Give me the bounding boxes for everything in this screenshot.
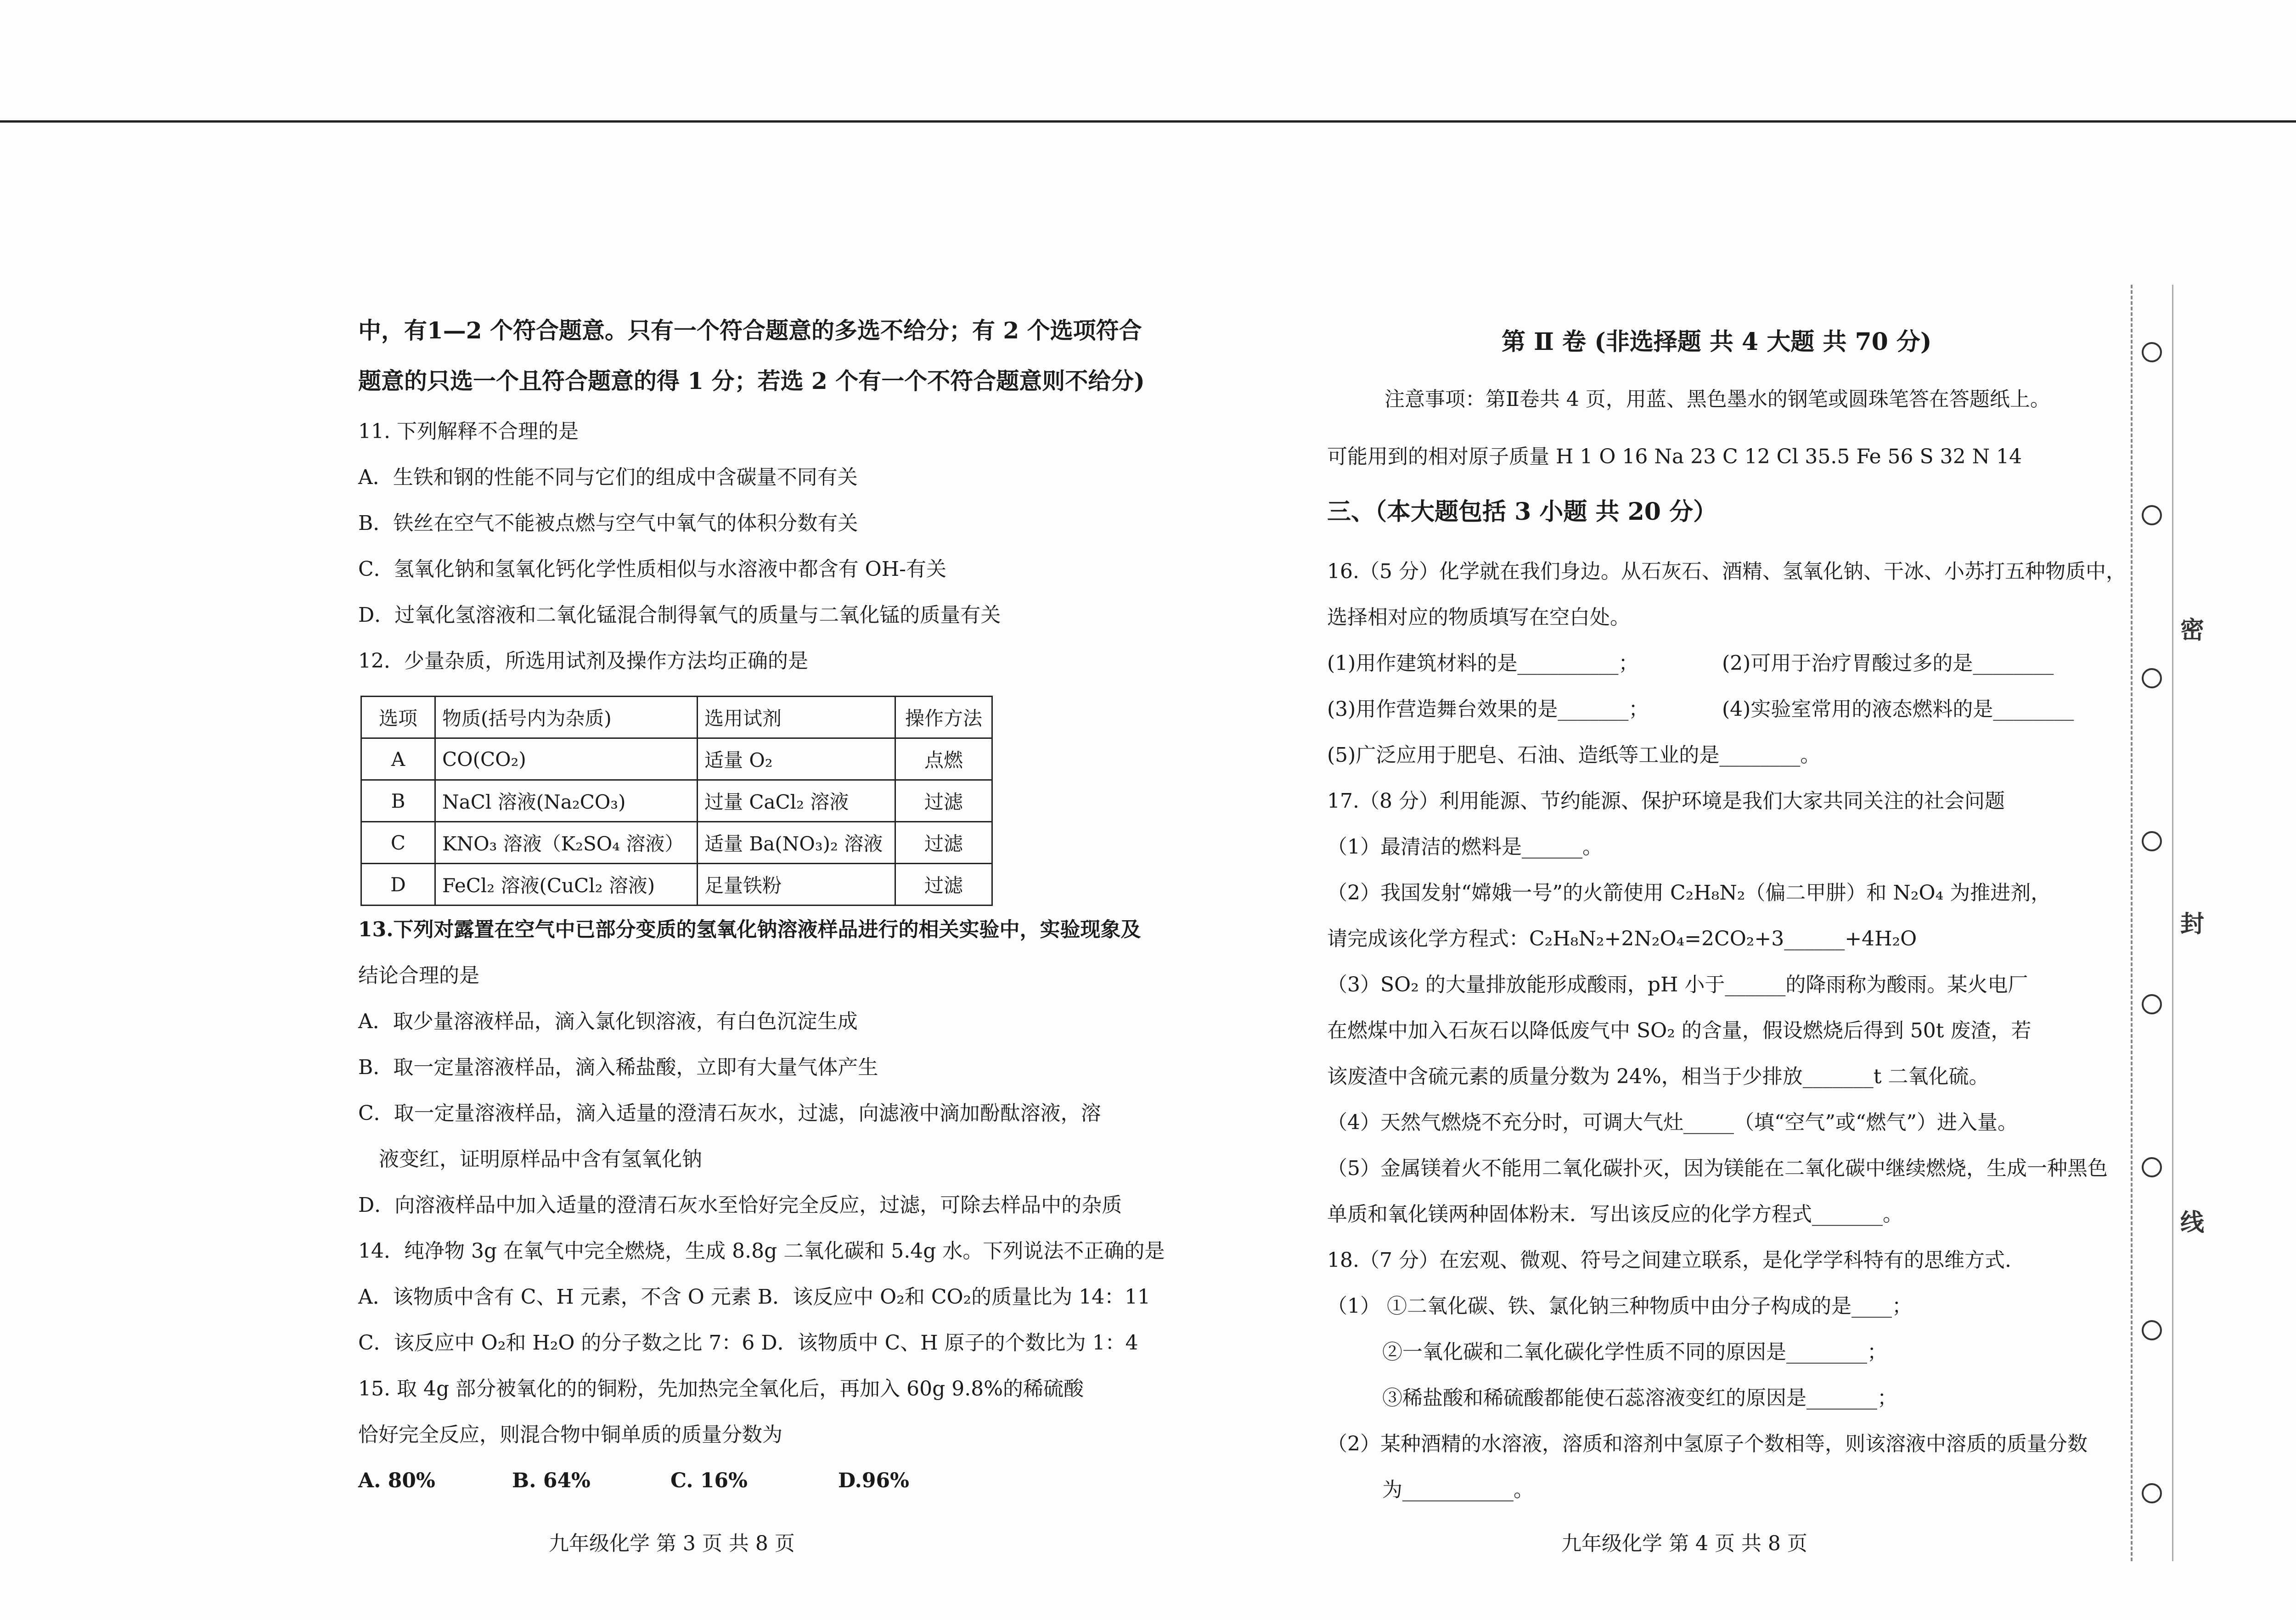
question-17: 17.（8 分）利用能源、节约能源、保护环境是我们大家共同关注的社会问题	[1327, 789, 2005, 813]
question-16-line-2: 选择相对应的物质填写在空白处。	[1327, 606, 1630, 629]
table-cell: C	[361, 822, 435, 864]
table-cell: 点燃	[895, 738, 992, 780]
atomic-mass-line: 可能用到的相对原子质量 H 1 O 16 Na 23 C 12 Cl 35.5 Fe 56 S 32 N 14	[1327, 445, 2022, 468]
binding-hole-icon	[2142, 668, 2162, 688]
q18-part-1a: （1） ①二氧化碳、铁、氯化钠三种物质中由分子构成的是____；	[1327, 1294, 1912, 1318]
question-12: 12．少量杂质，所选用试剂及操作方法均正确的是	[358, 649, 808, 673]
table-cell: FeCl₂ 溶液(CuCl₂ 溶液)	[435, 864, 698, 906]
question-13-line-1: 13.下列对露置在空气中已部分变质的氢氧化钠溶液样品进行的相关实验中，实验现象及	[358, 918, 1141, 941]
q11-option-a: A．生铁和钢的性能不同与它们的组成中含碳量不同有关	[358, 466, 858, 489]
q17-part-2-line-1: （2）我国发射“嫦娥一号”的火箭使用 C₂H₈N₂（偏二甲肼）和 N₂O₄ 为推进剂，	[1327, 881, 2051, 905]
q16-blank-1: (1)用作建筑材料的是__________；	[1327, 652, 1639, 675]
q11-option-b: B．铁丝在空气不能被点燃与空气中氧气的体积分数有关	[358, 512, 858, 535]
table-cell: 适量 O₂	[698, 738, 895, 780]
intro-line-1: 中，有1—2 个符合题意。只有一个符合题意的多选不给分；有 2 个选项符合	[358, 317, 1142, 344]
q17-part-3-line-1: （3）SO₂ 的大量排放能形成酸雨，pH 小于______的降雨称为酸雨。某火电厂	[1327, 973, 2028, 996]
q14-options-ab: A．该物质中含有 C、H 元素，不含 O 元素 B．该反应中 O₂和 CO₂的质量比为 14：11	[358, 1285, 1151, 1309]
table-cell: D	[361, 864, 435, 906]
q15-option-d: D.96%	[838, 1469, 909, 1492]
q14-options-cd: C．该反应中 O₂和 H₂O 的分子数之比 7：6 D．该物质中 C、H 原子的个数比为 1：4	[358, 1331, 1138, 1355]
seal-mark: 线	[2180, 1209, 2205, 1237]
top-rule	[0, 120, 2296, 123]
question-16-line-1: 16.（5 分）化学就在我们身边。从石灰石、酒精、氢氧化钠、干冰、小苏打五种物质中，	[1327, 560, 2126, 583]
q17-part-4: （4）天然气燃烧不充分时，可调大气灶_____（填“空气”或“燃气”）进入量。	[1327, 1111, 2018, 1134]
table-header-row	[361, 697, 992, 738]
table-cell: B	[361, 780, 435, 822]
q17-part-1: （1）最清洁的燃料是______。	[1327, 835, 1603, 859]
table-row	[361, 864, 992, 906]
q16-blank-2: (2)可用于治疗胃酸过多的是________	[1722, 652, 2054, 675]
q13-option-a: A．取少量溶液样品，滴入氯化钡溶液，有白色沉淀生成	[358, 1010, 858, 1033]
q18-part-2-line-2: 为___________。	[1382, 1478, 1534, 1502]
table-cell: A	[361, 738, 435, 780]
question-15-line-1: 15. 取 4g 部分被氧化的的铜粉，先加热完全氧化后，再加入 60g 9.8%的稀硫酸	[358, 1377, 1084, 1401]
table-row	[361, 738, 992, 780]
binding-dashed-line	[2131, 285, 2133, 1561]
binding-hole-icon	[2142, 342, 2162, 362]
q11-option-c: C．氢氧化钠和氢氧化钙化学性质相似与水溶液中都含有 OH-有关	[358, 557, 946, 581]
q11-option-d: D．过氧化氢溶液和二氧化锰混合制得氧气的质量与二氧化锰的质量有关	[358, 603, 1001, 627]
q18-part-2-line-1: （2）某种酒精的水溶液，溶质和溶剂中氢原子个数相等，则该溶液中溶质的质量分数	[1327, 1432, 2088, 1456]
table-cell: NaCl 溶液(Na₂CO₃)	[435, 780, 698, 822]
right-page-footer: 九年级化学 第 4 页 共 8 页	[1561, 1532, 1807, 1555]
q18-part-1b: ②一氧化碳和二氧化碳化学性质不同的原因是________；	[1382, 1340, 1887, 1364]
table-cell: 过滤	[895, 780, 992, 822]
q13-option-d: D．向溶液样品中加入适量的澄清石灰水至恰好完全反应，过滤，可除去样品中的杂质	[358, 1193, 1122, 1217]
table-cell: 过滤	[895, 864, 992, 906]
table-row	[361, 822, 992, 864]
q18-part-1c: ③稀盐酸和稀硫酸都能使石蕊溶液变红的原因是_______；	[1382, 1386, 1897, 1410]
binding-hole-icon	[2142, 1483, 2162, 1503]
q17-part-2-line-2: 请完成该化学方程式：C₂H₈N₂+2N₂O₄=2CO₂+3______+4H₂O	[1327, 927, 1917, 951]
q16-blank-3: (3)用作营造舞台效果的是_______；	[1327, 698, 1649, 721]
question-14: 14．纯净物 3g 在氧气中完全燃烧，生成 8.8g 二氧化碳和 5.4g 水。下列说法不正确的是	[358, 1239, 1165, 1263]
binding-rule	[2172, 285, 2173, 1561]
table-header: 选项	[361, 697, 435, 738]
table-header: 物质(括号内为杂质)	[435, 697, 698, 738]
q17-part-5-line-2: 单质和氧化镁两种固体粉末．写出该反应的化学方程式_______。	[1327, 1203, 1903, 1226]
table-cell: 过滤	[895, 822, 992, 864]
q17-part-5-line-1: （5）金属镁着火不能用二氧化碳扑灭，因为镁能在二氧化碳中继续燃烧，生成一种黑色	[1327, 1157, 2108, 1180]
section-3-heading: 三、（本大题包括 3 小题 共 20 分）	[1327, 498, 1717, 526]
notice: 注意事项：第Ⅱ卷共 4 页，用蓝、黑色墨水的钢笔或圆珠笔答在答题纸上。	[1384, 388, 2050, 411]
question-15-line-2: 恰好完全反应，则混合物中铜单质的质量分数为	[358, 1423, 782, 1446]
q17-part-3-line-2: 在燃煤中加入石灰石以降低废气中 SO₂ 的含量，假设燃烧后得到 50t 废渣，若	[1327, 1019, 2032, 1042]
seal-mark: 封	[2180, 910, 2205, 938]
table-cell: 适量 Ba(NO₃)₂ 溶液	[698, 822, 895, 864]
table-cell: 足量铁粉	[698, 864, 895, 906]
binding-hole-icon	[2142, 1157, 2162, 1177]
q16-blank-5: (5)广泛应用于肥皂、石油、造纸等工业的是________。	[1327, 743, 1821, 767]
intro-line-2: 题意的只选一个且符合题意的得 1 分；若选 2 个有一个不符合题意则不给分)	[358, 367, 1145, 394]
seal-mark: 密	[2180, 616, 2205, 644]
table-row	[361, 780, 992, 822]
binding-hole-icon	[2142, 1320, 2162, 1340]
q17-part-3-line-3: 该废渣中含硫元素的质量分数为 24%，相当于少排放_______t 二氧化硫。	[1327, 1065, 1989, 1088]
binding-hole-icon	[2142, 831, 2162, 851]
table-cell: CO(CO₂)	[435, 738, 698, 780]
table-header: 选用试剂	[698, 697, 895, 738]
q13-option-c-line-2: 液变红，证明原样品中含有氢氧化钠	[379, 1148, 702, 1171]
q13-option-c-line-1: C．取一定量溶液样品，滴入适量的澄清石灰水，过滤，向滤液中滴加酚酞溶液，溶	[358, 1102, 1101, 1125]
table-cell: KNO₃ 溶液（K₂SO₄ 溶液）	[435, 822, 698, 864]
question-11: 11. 下列解释不合理的是	[358, 420, 579, 443]
left-page-footer: 九年级化学 第 3 页 共 8 页	[549, 1532, 795, 1555]
table-cell: 过量 CaCl₂ 溶液	[698, 780, 895, 822]
q12-table	[360, 696, 993, 906]
binding-hole-icon	[2142, 994, 2162, 1014]
q15-option-a: A. 80%	[358, 1469, 435, 1492]
question-13-line-2: 结论合理的是	[358, 964, 479, 987]
question-18: 18.（7 分）在宏观、微观、符号之间建立联系，是化学学科特有的思维方式.	[1327, 1249, 2011, 1272]
section-title: 第 Ⅱ 卷 (非选择题 共 4 大题 共 70 分)	[1502, 328, 1932, 356]
table-header: 操作方法	[895, 697, 992, 738]
q15-option-c: C. 16%	[670, 1469, 748, 1492]
q16-blank-4: (4)实验室常用的液态燃料的是________	[1722, 698, 2074, 721]
q15-option-b: B. 64%	[512, 1469, 591, 1492]
q13-option-b: B．取一定量溶液样品，滴入稀盐酸，立即有大量气体产生	[358, 1056, 878, 1079]
binding-hole-icon	[2142, 505, 2162, 525]
